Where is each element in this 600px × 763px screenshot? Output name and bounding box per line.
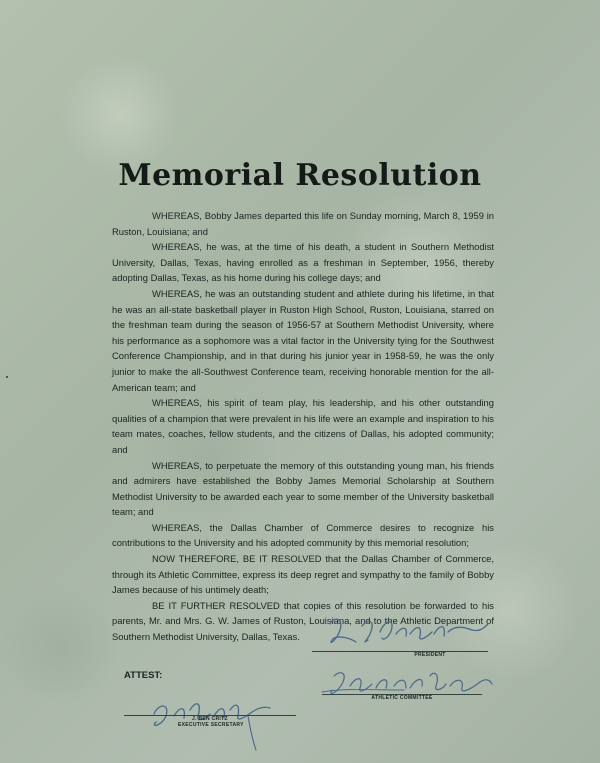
paragraph: WHEREAS, the Dallas Chamber of Commerce desires to recognize his contributions to the University and his adopted community by this memorial resolution; (112, 521, 494, 549)
attest-label: ATTEST: (124, 670, 163, 681)
paragraph: WHEREAS, he was an outstanding student and athlete during his lifetime, in that he was an all-state basketball player in Ruston High School, Ruston, Louisiana, starred on the freshman team during the season of 1956-57 at Southern Methodist University, where his performance as a sophomore was a vital factor in the University tying for the Southwest Conference Championship, and in that during his junior year in 1958-59, he was the only junior to make the all-Southwest Conference team, receiving honorable mention for the all-American team; and (112, 287, 494, 393)
secretary-title: EXECUTIVE SECRETARY (178, 722, 244, 728)
executive-secretary-signature-block (124, 715, 296, 728)
document-title: Memorial Resolution (118, 158, 482, 193)
president-signature (322, 612, 492, 654)
president-signature-block (312, 651, 488, 658)
speck-mark (6, 376, 8, 378)
paragraph: WHEREAS, to perpetuate the memory of this outstanding young man, his friends and admirers have established the Bobby James Memorial Scholarship at Southern Methodist University to be awarded each year to some member of the University basketball team; and (112, 459, 494, 518)
paragraph: WHEREAS, Bobby James departed this life on Sunday morning, March 8, 1959 in Ruston, Louisiana; and (112, 210, 494, 237)
paragraph: WHEREAS, he was, at the time of his death, a student in Southern Methodist University, Dallas, Texas, having enrolled as a freshman in September, 1956, thereby adopting Dallas, Texas, as his home during his college days; and (112, 241, 494, 284)
president-label: PRESIDENT (414, 652, 446, 658)
athletic-committee-signature-block (322, 694, 482, 701)
resolution-body (112, 208, 494, 645)
athletic-committee-label: ATHLETIC COMMITTEE (371, 695, 433, 701)
secretary-name: J. BEN CRITZ (192, 716, 228, 722)
paragraph: WHEREAS, his spirit of team play, his leadership, and his other outstanding qualities of a champion that were prevalent in his life were an example and inspiration to his team mates, coaches, fellow students, and the citizens of Dallas, his adopted community; and (112, 397, 494, 455)
paragraph: BE IT FURTHER RESOLVED that copies of this resolution be forwarded to his parents, Mr. and Mrs. G. W. James of Ruston, Louisiana, and to the Athletic Department of Southern Methodist University, Dallas, Texas. (112, 599, 494, 643)
paragraph: NOW THEREFORE, BE IT RESOLVED that the Dallas Chamber of Commerce, through its Athletic Committee, express its deep regret and sympathy to the family of Bobby James because of his untimely death; (112, 553, 494, 596)
